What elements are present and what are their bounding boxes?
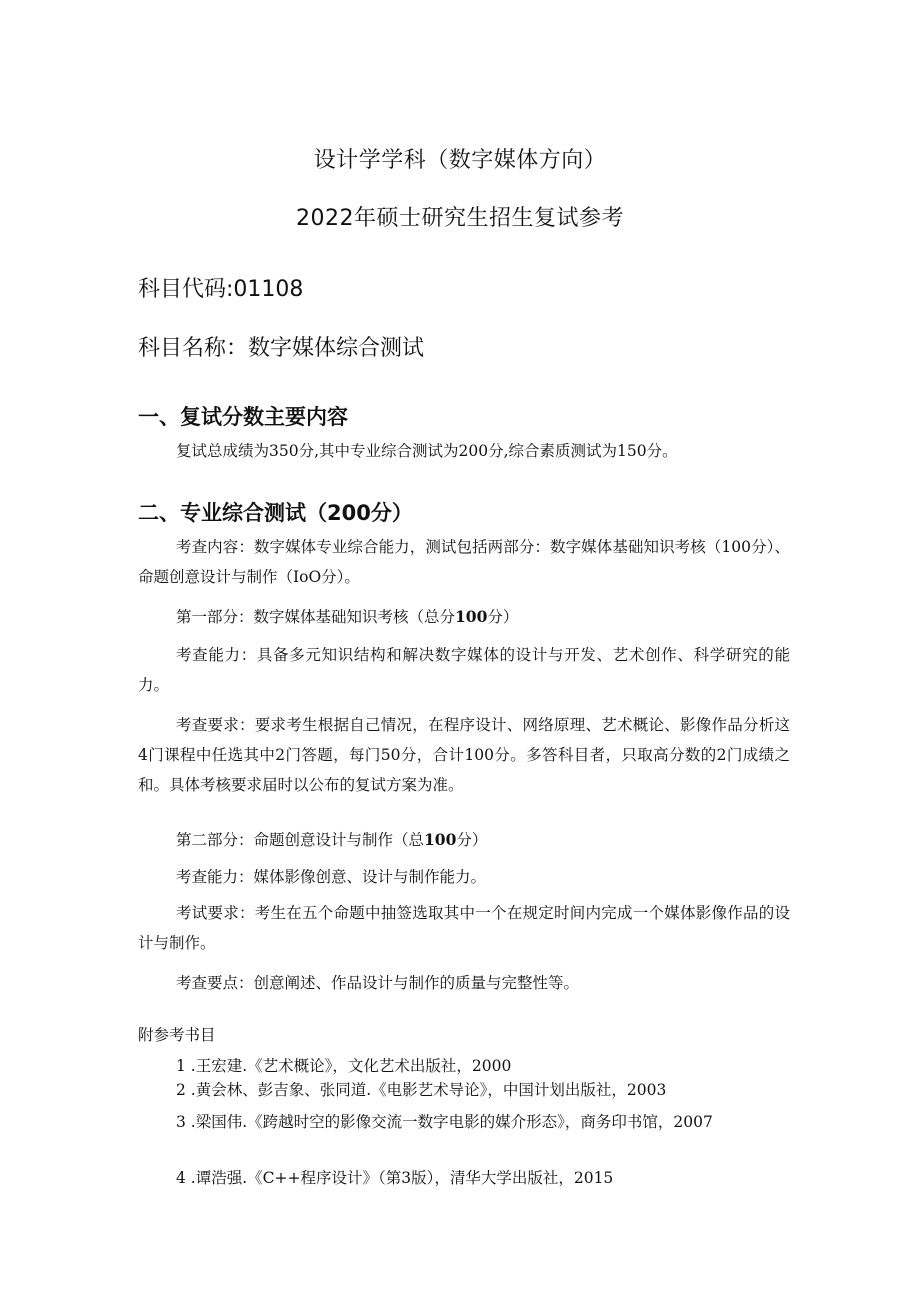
part2-title-suffix: 分） bbox=[456, 831, 488, 849]
section2-intro: 考查内容：数字媒体专业综合能力，测试包括两部分：数字媒体基础知识考核（100分）、命题创意设计与制作（IoO分）。 bbox=[138, 538, 790, 586]
reference-item: 2 .黄会林、彭吉象、张同道.《电影艺术导论》，中国计划出版社，2003 bbox=[176, 1081, 667, 1099]
section1-body: 复试总成绩为350分,其中专业综合测试为200分,综合素质测试为150分。 bbox=[176, 442, 678, 460]
part1-title-suffix: 分） bbox=[487, 608, 519, 626]
reference-item: 1 .王宏建.《艺术概论》，文化艺术出版社，2000 bbox=[176, 1057, 512, 1075]
part2-points: 考查要点：创意阐述、作品设计与制作的质量与完整性等。 bbox=[176, 974, 580, 992]
section2-heading: 二、专业综合测试（200分） bbox=[138, 501, 413, 525]
subject-code: 科目代码:01108 bbox=[138, 277, 304, 302]
part1-requirement: 考查要求：要求考生根据自己情况，在程序设计、网络原理、艺术概论、影像作品分析这4门课程中任选其中2门答题，每门50分，合计100分。多答科目者，只取高分数的2门成绩之和。具体考核要求届时以公布的复试方案为准。 bbox=[138, 716, 790, 794]
part2-title bbox=[138, 825, 790, 855]
reference-item: 4 .谭浩强.《C++程序设计》（第3版），清华大学出版社，2015 bbox=[176, 1169, 614, 1187]
part2-title-prefix: 第二部分：命题创意设计与制作（总 bbox=[176, 831, 425, 849]
reference-item: 3 .梁国伟.《跨越时空的影像交流一数字电影的媒介形态》，商务印书馆，2007 bbox=[176, 1113, 713, 1131]
part2-requirement: 考试要求：考生在五个命题中抽签选取其中一个在规定时间内完成一个媒体影像作品的设计与制作。 bbox=[138, 904, 790, 952]
document-title: 设计学学科（数字媒体方向） bbox=[313, 148, 607, 173]
document-subtitle: 2022年硕士研究生招生复试参考 bbox=[296, 206, 624, 231]
part2-title-score: 100 bbox=[424, 830, 457, 849]
part1-ability: 考查能力：具备多元知识结构和解决数字媒体的设计与开发、艺术创作、科学研究的能力。 bbox=[138, 646, 790, 694]
part1-title-prefix: 第一部分：数字媒体基础知识考核（总分 bbox=[176, 608, 456, 626]
part2-ability: 考查能力：媒体影像创意、设计与制作能力。 bbox=[176, 868, 487, 886]
part1-title-score: 100 bbox=[455, 607, 488, 626]
part1-title bbox=[138, 602, 790, 632]
section1-heading: 一、复试分数主要内容 bbox=[138, 405, 348, 429]
subject-name: 科目名称：数字媒体综合测试 bbox=[138, 336, 425, 361]
references-heading: 附参考书目 bbox=[138, 1026, 216, 1044]
